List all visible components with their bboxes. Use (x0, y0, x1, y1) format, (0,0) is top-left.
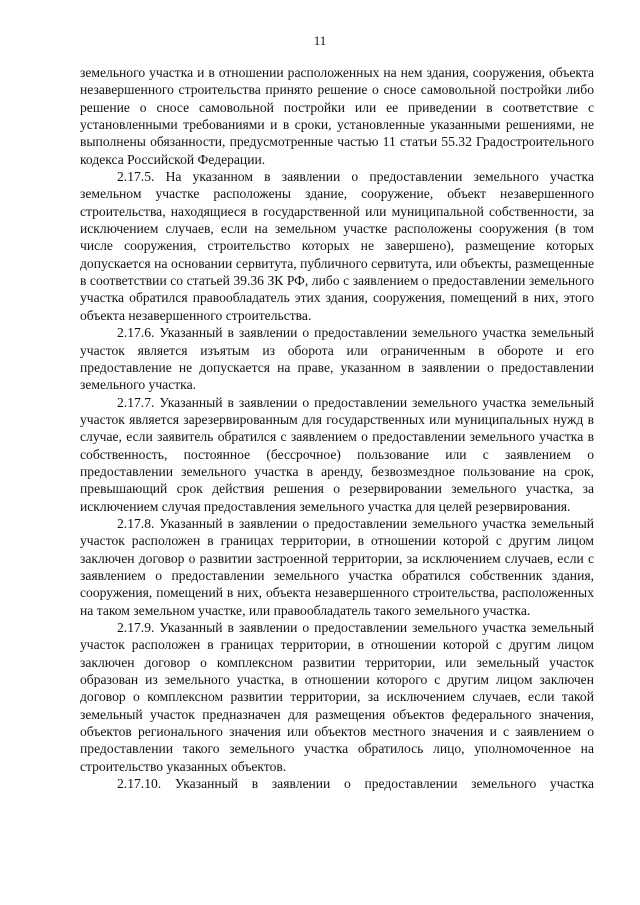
paragraph-2-17-8: 2.17.8. Указанный в заявлении о предоставлении земельного участка земельный участок расположен в границах территории, в отношении которой с другим лицом заключен договор о развитии застроенной территории, за исключением случаев, если с заявлением о предоставлении земельного участка обратился собственник здания, сооружения, помещений в них, объекта незавершенного строительства, расположенных на таком земельном участке, или правообладатель такого земельного участка. (80, 515, 594, 618)
paragraph-continuation: земельного участка и в отношении расположенных на нем здания, сооружения, объекта незавершенного строительства принято решение о сносе самовольной постройки либо решение о сносе самовольной постройки или ее приведении в соответствие с установленными требованиями и в сроки, установленные указанными решениями, не выполнены обязанности, предусмотренные частью 11 статьи 55.32 Градостроительного кодекса Российской Федерации. (80, 65, 594, 167)
paragraph-2-17-7: 2.17.7. Указанный в заявлении о предоставлении земельного участка земельный участок является зарезервированным для государственных или муниципальных нужд в случае, если заявитель обратился с заявлением о предоставлении земельного участка в собственность, постоянное (бессрочное) пользование или с заявлением о предоставлении земельного участка в аренду, безвозмездное пользование на срок, превышающий срок действия решения о резервировании земельного участка, за исключением случая предоставления земельного участка для целей резервирования. (80, 394, 594, 514)
paragraph-2-17-6: 2.17.6. Указанный в заявлении о предоставлении земельного участка земельный участок является изъятым из оборота или ограниченным в обороте и его предоставление не допускается на праве, указанном в заявлении о предоставлении земельного участка. (80, 325, 594, 393)
paragraph-2-17-10: 2.17.10. Указанный в заявлении о предоставлении земельного участка (117, 776, 594, 792)
paragraph-2-17-5: 2.17.5. На указанном в заявлении о предоставлении земельного участка земельном участке расположены здание, сооружение, объект незавершенного строительства, находящиеся в государственной или муниципальной собственности, за исключением случаев, если на земельном участке расположены сооружения (в том числе сооружения, строительство которых не завершено), размещение которых допускается на основании сервитута, публичного сервитута, или объекты, размещенные в соответствии со статьей 39.36 ЗК РФ, либо с заявлением о предоставлении земельного участка обратился правообладатель этих здания, сооружения, помещений в них, этого объекта незавершенного строительства. (80, 169, 594, 323)
document-body (80, 64, 594, 792)
paragraph-2-17-9: 2.17.9. Указанный в заявлении о предоставлении земельного участка земельный участок расположен в границах территории, в отношении которой с другим лицом заключен договор о комплексном развитии территории, или земельный участок образован из земельного участка, в отношении которого с другим лицом заключен договор о комплексном развитии территории, за исключением случаев, если такой земельный участок предназначен для размещения объектов федерального значения, объектов регионального значения или объектов местного значения и с заявлением о предоставлении такого земельного участка обратилось лицо, уполномоченное на строительство указанных объектов. (80, 620, 594, 774)
page-number: 11 (313, 33, 327, 48)
